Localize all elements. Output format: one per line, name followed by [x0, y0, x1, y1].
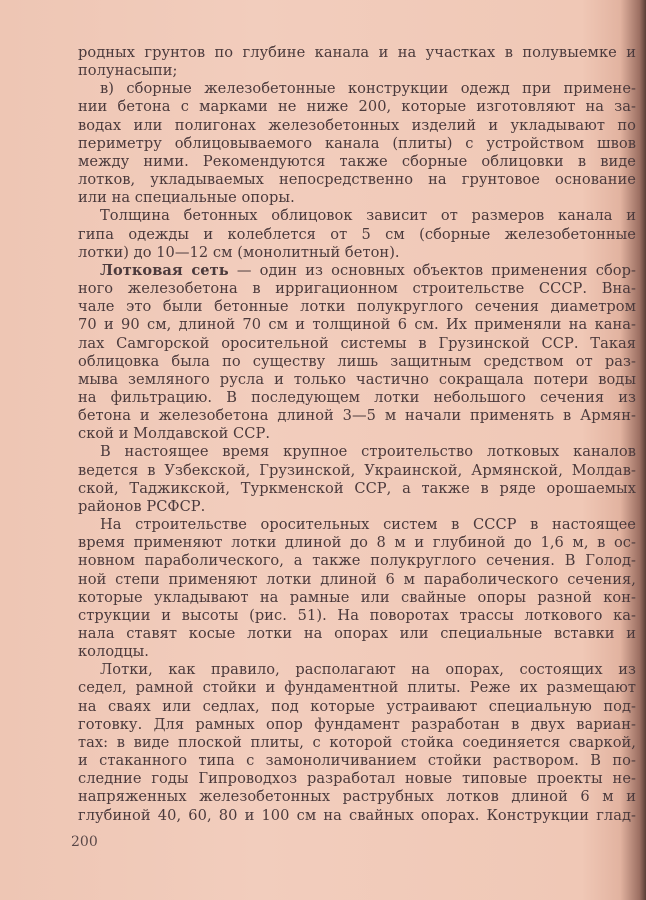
text-line-rest: — один из основных объектов применения сбор- — [228, 261, 636, 279]
text-line: нала ставят косые лотки на опорах или специальные вставки и — [78, 625, 636, 642]
page-number: 200 — [71, 834, 98, 850]
text-line: гипа одежды и колеблется от 5 см (сборные железобетонные — [78, 225, 636, 243]
text-line: Толщина бетонных облицовок зависит от размеров канала и — [100, 207, 636, 225]
text-line: лотки) до 10—12 см (монолитный бетон). — [78, 243, 400, 261]
text-line: и стаканного типа с замоноличиванием стойки раствором. В по- — [78, 752, 636, 770]
text-line: тах: в виде плоской плиты, с которой стойка соединяется сваркой, — [78, 733, 636, 751]
text-line: полунасыпи; — [78, 62, 178, 80]
text-line: мыва земляного русла и только частично сокращала потери воды — [78, 370, 636, 388]
text-line: лотков, укладываемых непосредственно на грунтовое основание — [78, 171, 636, 189]
text-line: чале это были бетонные лотки полукруглого сечения диаметром — [78, 298, 636, 316]
text-line: напряженных железобетонных раструбных лотков длиной 6 м и — [78, 788, 636, 806]
text-line: ской, Таджикской, Туркменской ССР, а также в ряде орошаемых — [78, 479, 636, 497]
text-line: периметру облицовываемого канала (плиты) с устройством швов — [78, 134, 636, 152]
text-line: колодцы. — [78, 643, 149, 661]
text-line: новном параболического, а также полукруглого сечения. В Голод- — [78, 552, 636, 570]
text-line: ного железобетона в ирригационном строительстве СССР. Вна- — [78, 280, 636, 298]
text-line: родных грунтов по глубине канала и на участках в полувыемке и — [78, 44, 636, 61]
text-line: Лотки, как правило, располагают на опорах, состоящих из — [100, 661, 636, 679]
text-line: нии бетона с марками не ниже 200, которые изготовляют на за- — [78, 98, 636, 116]
text-line: 70 и 90 см, длиной 70 см и толщиной 6 см. Их применяли на кана- — [78, 316, 636, 334]
text-line: или на специальные опоры. — [78, 189, 295, 207]
text-line: между ними. Рекомендуются также сборные облицовки в виде — [78, 152, 636, 170]
text-line: которые укладывают на рамные или свайные опоры разной кон- — [78, 588, 636, 606]
text-line: струкции и высоты (рис. 51). На поворотах трассы лоткового ка- — [78, 606, 636, 624]
text-line: На строительстве оросительных систем в СССР в настоящее — [100, 516, 636, 534]
text-line: облицовка была по существу лишь защитным средством от раз- — [78, 352, 636, 370]
text-line: готовку. Для рамных опор фундамент разработан в двух вариан- — [78, 715, 636, 733]
text-line: ведется в Узбекской, Грузинской, Украинской, Армянской, Молдав- — [78, 461, 636, 479]
text-line — [78, 262, 636, 280]
text-line: лах Самгорской оросительной системы в Грузинской ССР. Такая — [78, 334, 636, 352]
text-line: на сваях или седлах, под которые устраивают специальную под- — [78, 697, 636, 715]
text-line: следние годы Гипроводхоз разработал новые типовые проекты не- — [78, 770, 636, 788]
text-line: ной степи применяют лотки длиной 6 м параболического сечения, — [78, 570, 636, 588]
bold-term: Лотковая сеть — [100, 261, 229, 279]
text-line: в) сборные железобетонные конструкции одежд при примене- — [100, 80, 636, 98]
text-line: на фильтрацию. В последующем лотки небольшого сечения из — [78, 388, 636, 406]
page-body-text — [78, 44, 636, 825]
text-line: время применяют лотки длиной до 8 м и глубиной до 1,6 м, в ос- — [78, 534, 636, 552]
text-line: глубиной 40, 60, 80 и 100 см на свайных опорах. Конструкции глад- — [78, 806, 636, 824]
text-line: районов РСФСР. — [78, 497, 206, 515]
text-line: седел, рамной стойки и фундаментной плиты. Реже их размещают — [78, 679, 636, 697]
text-line: ской и Молдавской ССР. — [78, 425, 271, 443]
text-line: бетона и железобетона длиной 3—5 м начали применять в Армян- — [78, 407, 636, 425]
text-line: водах или полигонах железобетонных изделий и укладывают по — [78, 116, 636, 134]
text-line: В настоящее время крупное строительство лотковых каналов — [100, 443, 636, 461]
